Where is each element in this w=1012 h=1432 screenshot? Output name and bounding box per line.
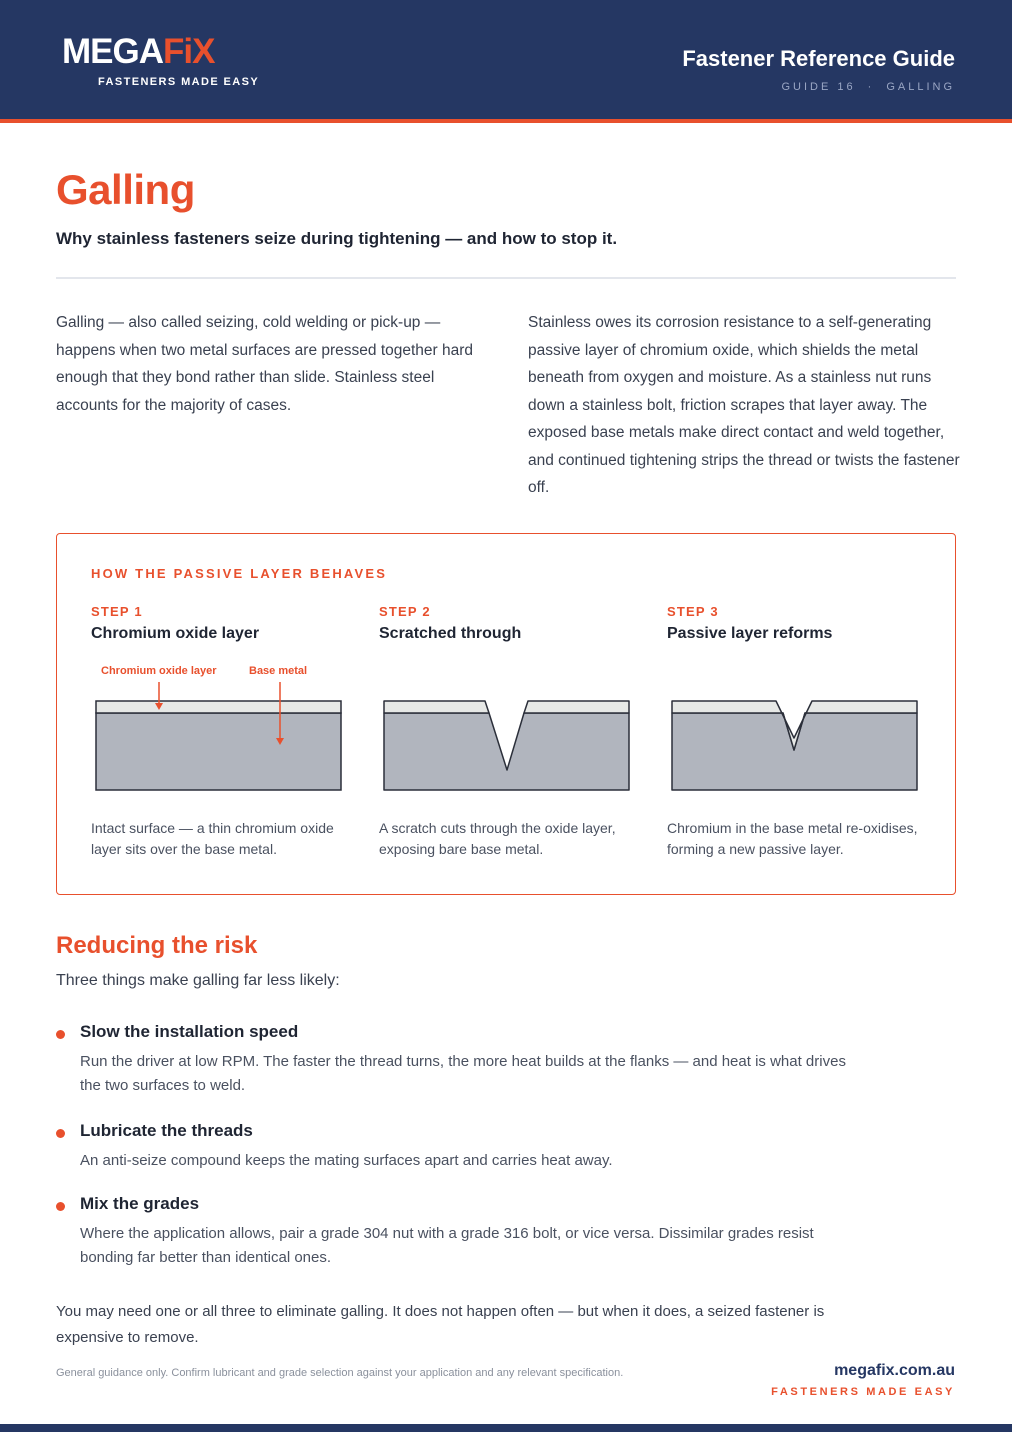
intro-paragraph-right: Stainless owes its corrosion resistance to a self-generating passive layer of chromium oxide, which shields the metal beneath from oxygen and moisture. As a stainless nut runs down a stainless bolt, friction scrapes that layer away. The exposed base metals make direct contact and weld together, and continued tightening strips the thread or twists the fastener off. (528, 314, 960, 496)
guide-title: Fastener Reference Guide (682, 46, 955, 71)
tip-title: Lubricate the threads (80, 1121, 253, 1140)
bullet-dot (56, 1030, 65, 1039)
guide-number: GUIDE 16 (781, 81, 856, 93)
step-caption: Intact surface — a thin chromium oxide layer sits over the base metal. (91, 820, 334, 857)
page-title: Galling (56, 166, 195, 213)
guide-topic: GALLING (886, 81, 955, 93)
logo-word-mega: MEGA (62, 32, 163, 71)
step-caption: A scratch cuts through the oxide layer, exposing bare base metal. (379, 820, 616, 857)
section-lead: Three things make galling far less likely: (56, 972, 340, 989)
bullet-dot (56, 1129, 65, 1138)
bullet-dot (56, 1202, 65, 1211)
header-band (0, 0, 1012, 119)
step-number: STEP 3 (667, 604, 719, 619)
passive-layer-panel (56, 533, 956, 895)
step-title: Scratched through (379, 625, 522, 642)
base-metal-with-scratch (384, 713, 629, 790)
tip-title: Slow the installation speed (80, 1022, 299, 1041)
tip-body: Where the application allows, pair a grade 304 nut with a grade 316 bolt, or vice versa. Dissimilar grades resist bonding far better than identical ones. (80, 1225, 814, 1266)
intro-paragraph-left: Galling — also called seizing, cold welding or pick-up — happens when two metal surfaces are pressed together hard enough that they bond rather than slide. Stainless steel accounts for the majority of cases. (56, 314, 474, 414)
scratched-layer-diagram (379, 662, 639, 792)
guide-meta (782, 81, 956, 93)
section-title-reducing-risk: Reducing the risk (56, 932, 258, 959)
closing-paragraph: You may need one or all three to eliminate galling. It does not happen often — but when it does, a seized fastener is expensive to remove. (56, 1303, 825, 1346)
intact-layer-diagram (91, 662, 351, 792)
footer-bar (0, 1424, 1012, 1432)
tip-body: Run the driver at low RPM. The faster the thread turns, the more heat builds at the flanks — and heat is what drives the two surfaces to weld. (80, 1053, 846, 1094)
footer-website-link[interactable]: megafix.com.au (834, 1362, 955, 1379)
logo-word-fix: FiX (163, 32, 215, 71)
step-3 (667, 604, 927, 857)
base-metal-block (96, 713, 341, 790)
header-accent-rule (0, 119, 1012, 123)
step-number: STEP 1 (91, 604, 143, 619)
oxide-layer-right (524, 701, 629, 713)
step-caption: Chromium in the base metal re-oxidises, forming a new passive layer. (667, 820, 918, 857)
step-2 (379, 604, 639, 857)
logo-wordmark (62, 34, 214, 70)
oxide-layer-left (384, 701, 489, 713)
title-divider (56, 277, 956, 279)
guide-separator: · (867, 81, 875, 93)
label-base-metal: Base metal (249, 665, 308, 677)
oxide-layer-strip (96, 701, 341, 713)
footer-disclaimer: General guidance only. Confirm lubricant and grade selection against your application and any relevant specification. (56, 1367, 624, 1379)
step-1 (91, 604, 351, 857)
step-title: Chromium oxide layer (91, 625, 260, 642)
footer-tagline: FASTENERS MADE EASY (771, 1386, 955, 1398)
page-subtitle: Why stainless fasteners seize during tightening — and how to stop it. (56, 229, 618, 248)
logo-tagline: FASTENERS MADE EASY (98, 76, 260, 88)
tip-title: Mix the grades (80, 1194, 200, 1213)
reformed-layer-diagram (667, 662, 927, 792)
step-title: Passive layer reforms (667, 625, 833, 642)
tip-body: An anti-seize compound keeps the mating surfaces apart and carries heat away. (80, 1152, 613, 1169)
base-metal-with-dip (672, 713, 917, 790)
label-chromium-oxide: Chromium oxide layer (101, 665, 217, 677)
panel-kicker: HOW THE PASSIVE LAYER BEHAVES (91, 566, 388, 581)
step-number: STEP 2 (379, 604, 431, 619)
megafix-logo[interactable] (62, 32, 260, 88)
